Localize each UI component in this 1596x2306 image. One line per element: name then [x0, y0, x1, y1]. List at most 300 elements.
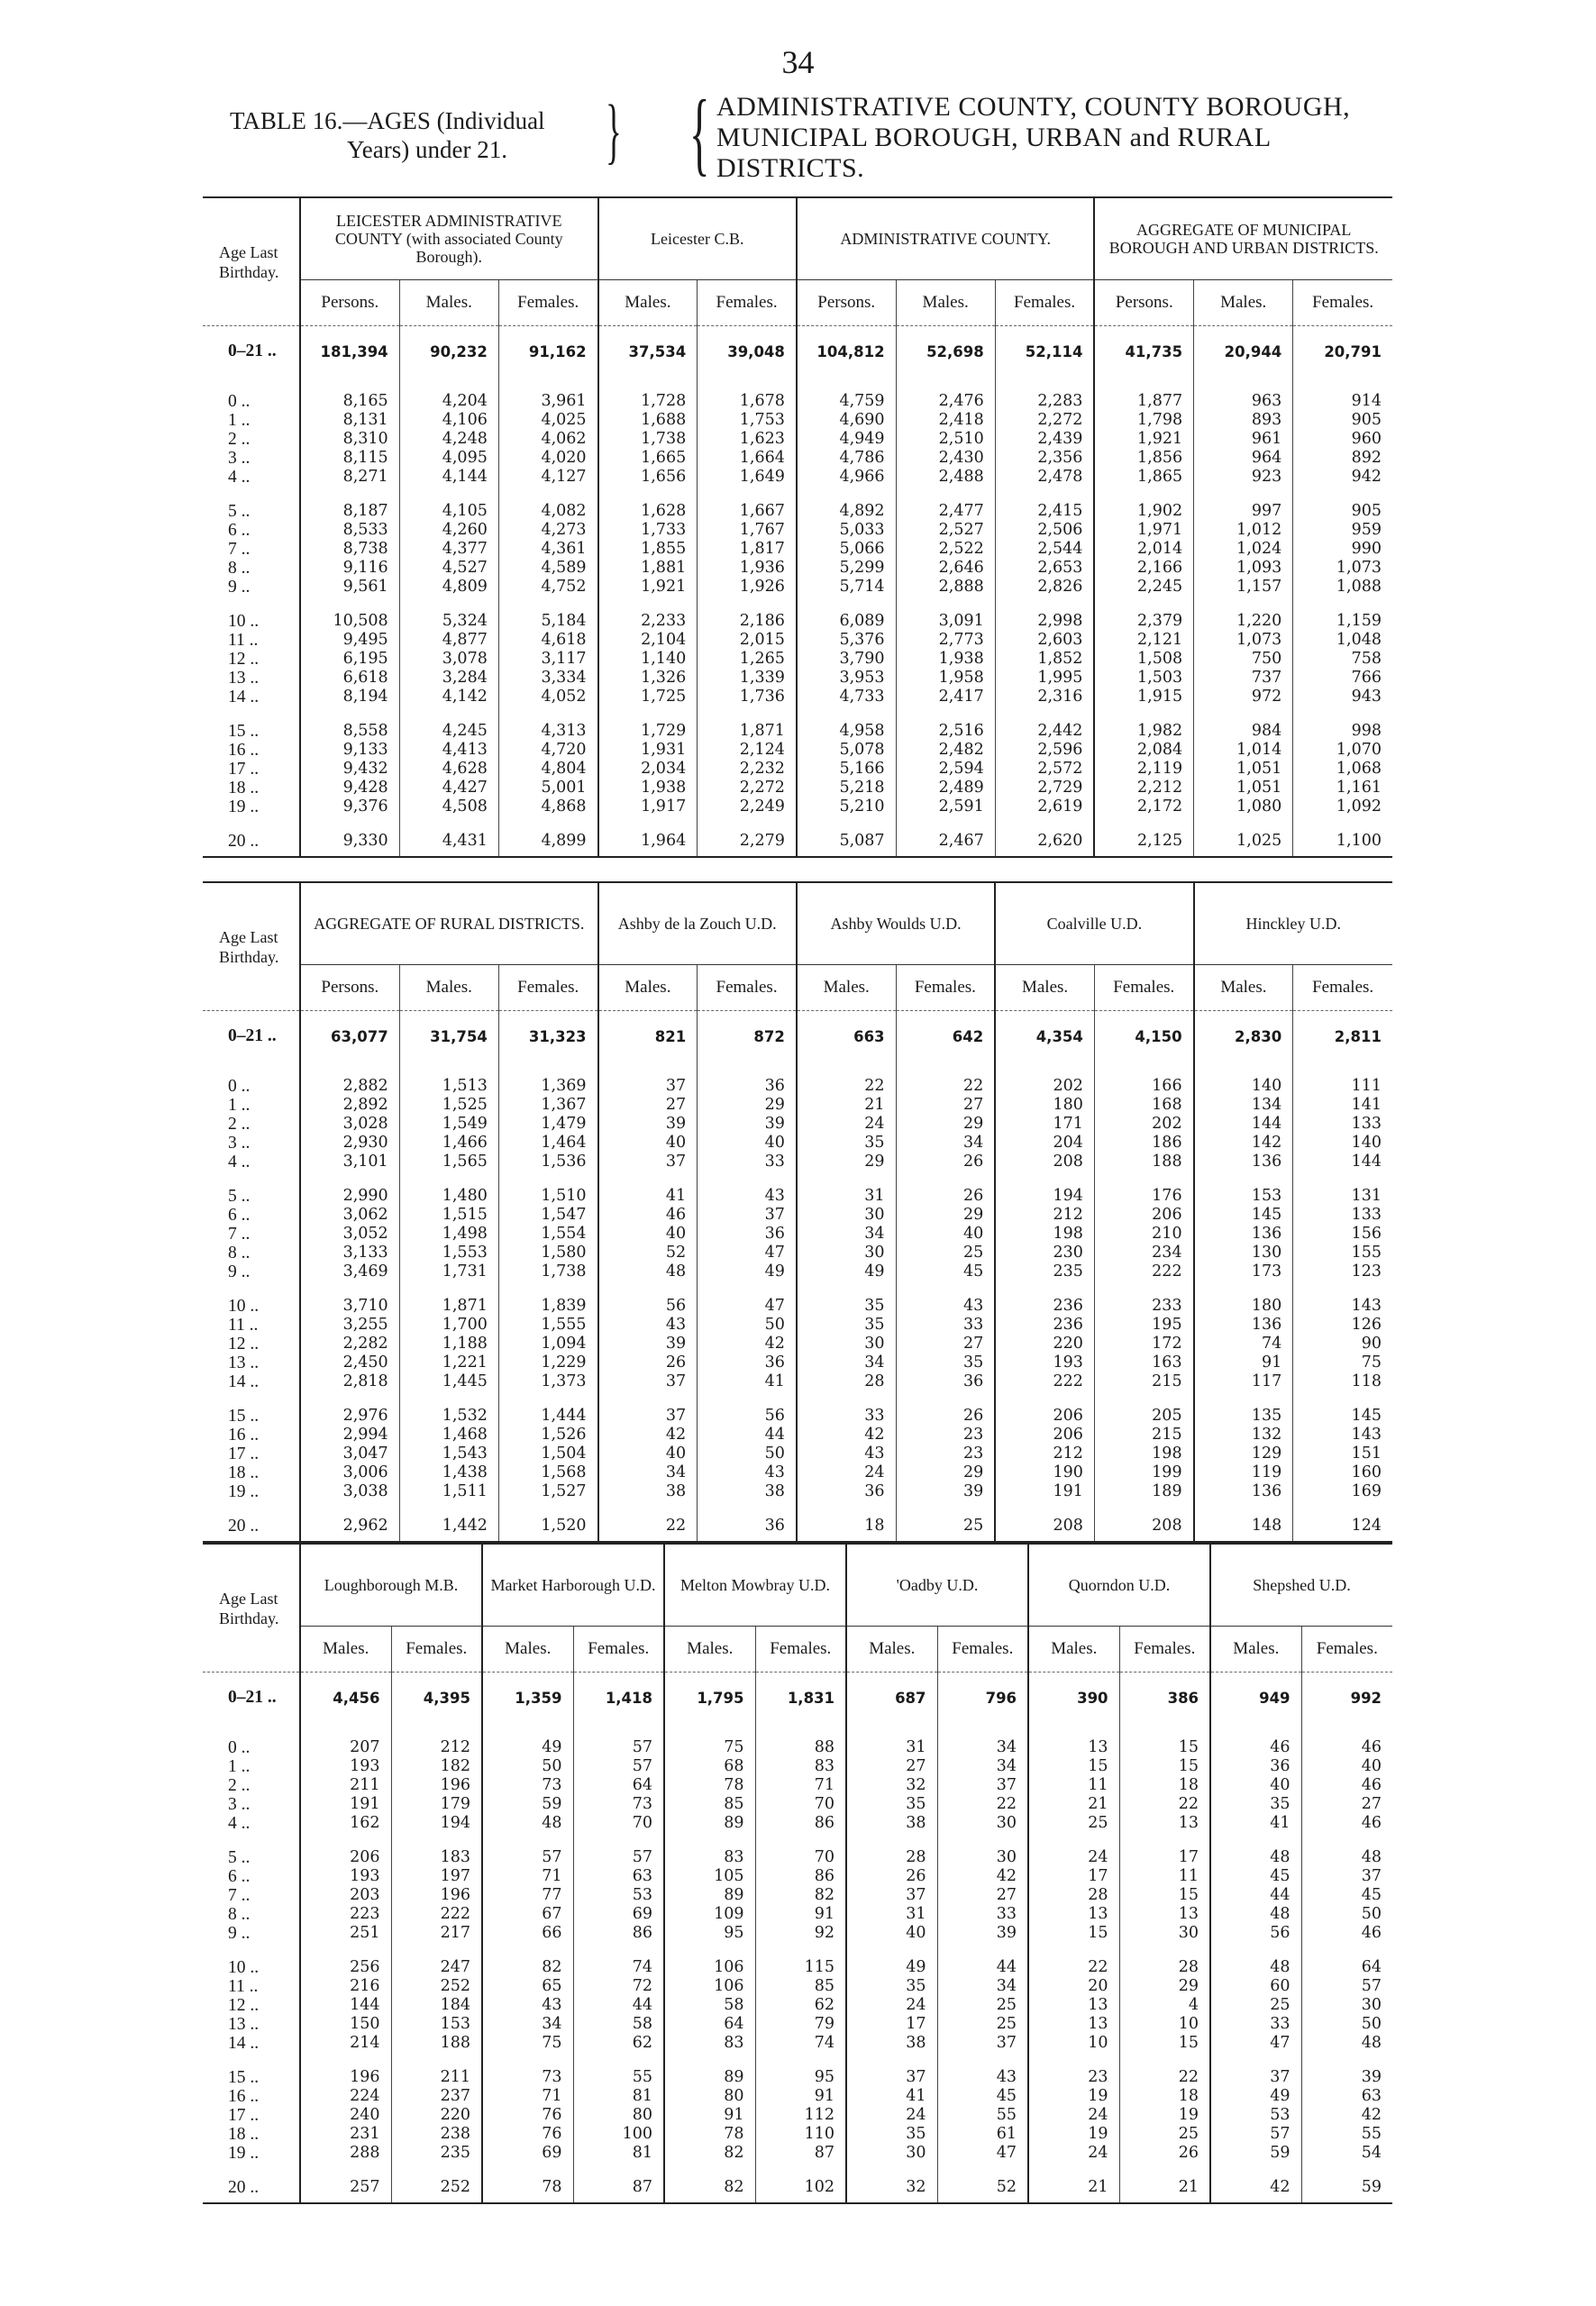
table-cell: 55	[937, 2106, 1028, 2125]
table-row	[203, 612, 1392, 631]
table-cell: 2,272	[995, 411, 1094, 430]
table-cell: 1,958	[896, 669, 995, 688]
age-label: 14 ..	[203, 1372, 300, 1391]
group-header-row	[203, 197, 1392, 280]
table-cell: 252	[391, 2178, 482, 2197]
table-row	[203, 1517, 1392, 1536]
table-cell: 1,753	[698, 411, 797, 430]
table-cell: 235	[391, 2144, 482, 2163]
table-cell: 4,868	[498, 798, 597, 816]
age-label: 11 ..	[203, 1977, 300, 1996]
table-cell: 73	[482, 2068, 573, 2087]
table-cell: 4,361	[498, 540, 597, 559]
table-cell: 180	[1194, 1297, 1293, 1316]
table-cell: 251	[300, 1924, 391, 1943]
table-row	[203, 798, 1392, 816]
table-cell: 1,995	[995, 669, 1094, 688]
table-cell: 3,078	[399, 650, 498, 669]
table-cell: 4,508	[399, 798, 498, 816]
table-cell: 4,020	[498, 449, 597, 468]
table-cell: 23	[896, 1445, 995, 1463]
table-cell: 52,114	[995, 326, 1094, 377]
table-cell: 39	[1301, 2068, 1392, 2087]
table-cell: 20,791	[1293, 326, 1392, 377]
table-cell: 46	[1301, 1814, 1392, 1833]
age-label: 11 ..	[203, 631, 300, 650]
table-row	[203, 1996, 1392, 2015]
table-cell: 10	[1028, 2034, 1119, 2053]
age-label: 9 ..	[203, 1924, 300, 1943]
total-row	[203, 326, 1392, 377]
table-cell: 1,731	[399, 1262, 498, 1281]
age-column-header: Age Last Birthday.	[203, 882, 300, 1011]
table-cell: 1,549	[399, 1115, 498, 1134]
table-cell: 206	[995, 1407, 1094, 1426]
table-cell: 905	[1293, 502, 1392, 521]
table-cell: 4,804	[498, 760, 597, 779]
table-cell: 1,656	[598, 468, 698, 487]
table-cell: 13	[1119, 1814, 1210, 1833]
age-label: 5 ..	[203, 1187, 300, 1206]
table-cell: 236	[995, 1316, 1094, 1335]
table-cell: 70	[755, 1795, 846, 1814]
table-cell: 66	[482, 1924, 573, 1943]
table-cell: 5,184	[498, 612, 597, 631]
table-cell: 57	[573, 1848, 664, 1867]
table-cell: 50	[698, 1445, 797, 1463]
table-cell: 38	[598, 1482, 698, 1501]
table-cell: 1,839	[498, 1297, 597, 1316]
table-cell: 35	[896, 1354, 995, 1372]
table-cell: 40	[1210, 1776, 1301, 1795]
table-row	[203, 2087, 1392, 2106]
table-cell: 872	[698, 1011, 797, 1062]
age-label: 20 ..	[203, 832, 300, 851]
table-cell: 2,998	[995, 612, 1094, 631]
table-cell: 24	[1028, 2106, 1119, 2125]
table-cell: 37,534	[598, 326, 698, 377]
table-cell: 53	[1210, 2106, 1301, 2125]
table-row	[203, 1848, 1392, 1867]
table-cell: 2,488	[896, 468, 995, 487]
table-cell: 63	[1301, 2087, 1392, 2106]
table-cell: 4,809	[399, 578, 498, 597]
table-cell: 5,376	[797, 631, 896, 650]
age-label: 0 ..	[203, 1077, 300, 1096]
table-cell: 17	[1119, 1848, 1210, 1867]
age-label: 20 ..	[203, 1517, 300, 1536]
table-bottom-rule	[203, 1536, 1392, 1542]
column-header: Males.	[1210, 1627, 1301, 1673]
table-cell: 949	[1210, 1673, 1301, 1723]
table-cell: 3,028	[300, 1115, 399, 1134]
table-cell: 1,188	[399, 1335, 498, 1354]
total-row	[203, 1011, 1392, 1062]
table-cell: 5,078	[797, 741, 896, 760]
age-label: 7 ..	[203, 540, 300, 559]
table-cell: 2,467	[896, 832, 995, 851]
table-cell: 29	[1119, 1977, 1210, 1996]
table-row	[203, 578, 1392, 597]
table-cell: 75	[1293, 1354, 1392, 1372]
table-cell: 215	[1094, 1372, 1193, 1391]
table-cell: 62	[573, 2034, 664, 2053]
table-cell: 18	[1119, 1776, 1210, 1795]
table-cell: 29	[896, 1206, 995, 1225]
row-spacer	[203, 1391, 1392, 1407]
table-cell: 2,591	[896, 798, 995, 816]
age-label: 14 ..	[203, 688, 300, 706]
table-row	[203, 2106, 1392, 2125]
table-cell: 3,790	[797, 650, 896, 669]
table-cell: 20,944	[1194, 326, 1293, 377]
table-cell: 45	[1210, 1867, 1301, 1886]
table-cell: 2,882	[300, 1077, 399, 1096]
table-cell: 46	[1210, 1738, 1301, 1757]
table-cell: 2,489	[896, 779, 995, 798]
table-cell: 195	[1094, 1316, 1193, 1335]
table-cell: 1,515	[399, 1206, 498, 1225]
table-cell: 153	[1194, 1187, 1293, 1206]
column-header: Females.	[896, 965, 995, 1011]
table-cell: 2,356	[995, 449, 1094, 468]
table-cell: 48	[1210, 1905, 1301, 1924]
table-cell: 82	[664, 2144, 755, 2163]
table-cell: 10,508	[300, 612, 399, 631]
age-label: 6 ..	[203, 521, 300, 540]
age-label: 10 ..	[203, 612, 300, 631]
table-row	[203, 1757, 1392, 1776]
table-row	[203, 1867, 1392, 1886]
table-cell: 40	[598, 1225, 698, 1244]
table-cell: 25	[1028, 1814, 1119, 1833]
table-cell: 758	[1293, 650, 1392, 669]
table-row	[203, 760, 1392, 779]
table-cell: 796	[937, 1673, 1028, 1723]
table-cell: 119	[1194, 1463, 1293, 1482]
table-cell: 1,877	[1094, 392, 1193, 411]
table-cell: 28	[797, 1372, 896, 1391]
table-cell: 202	[1094, 1115, 1193, 1134]
group-header: Ashby de la Zouch U.D.	[598, 882, 797, 965]
table-cell: 10	[1119, 2015, 1210, 2034]
column-header: Females.	[1293, 280, 1392, 326]
table-cell: 1,012	[1194, 521, 1293, 540]
table-cell: 4,395	[391, 1673, 482, 1723]
table-cell: 25	[1119, 2125, 1210, 2144]
table-cell: 3,052	[300, 1225, 399, 1244]
table-cell: 74	[573, 1958, 664, 1977]
table-cell: 33	[1210, 2015, 1301, 2034]
table-cell: 70	[755, 1848, 846, 1867]
table-cell: 30	[846, 2144, 937, 2163]
table-row	[203, 1795, 1392, 1814]
table-cell: 55	[573, 2068, 664, 2087]
left-brace-icon: {	[689, 81, 710, 185]
table-cell: 961	[1194, 430, 1293, 449]
total-row	[203, 1673, 1392, 1723]
table-cell: 196	[391, 1886, 482, 1905]
table-cell: 2,506	[995, 521, 1094, 540]
age-label: 15 ..	[203, 722, 300, 741]
table-cell: 992	[1301, 1673, 1392, 1723]
table-row	[203, 2034, 1392, 2053]
group-header: Shepshed U.D.	[1210, 1544, 1392, 1627]
table-cell: 905	[1293, 411, 1392, 430]
table-cell: 2,811	[1293, 1011, 1392, 1062]
table-cell: 33	[937, 1905, 1028, 1924]
table-cell: 8,131	[300, 411, 399, 430]
table-row	[203, 1886, 1392, 1905]
table-cell: 136	[1194, 1316, 1293, 1335]
table-row	[203, 1262, 1392, 1281]
table-cell: 15	[1028, 1924, 1119, 1943]
table-cell: 9,133	[300, 741, 399, 760]
table-cell: 180	[995, 1096, 1094, 1115]
table-cell: 998	[1293, 722, 1392, 741]
table-cell: 75	[482, 2034, 573, 2053]
column-header: Females.	[755, 1627, 846, 1673]
age-label: 1 ..	[203, 411, 300, 430]
age-label: 19 ..	[203, 1482, 300, 1501]
group-header: Market Harborough U.D.	[482, 1544, 664, 1627]
table-cell: 91	[755, 2087, 846, 2106]
table-cell: 2,104	[598, 631, 698, 650]
table-cell: 4,759	[797, 392, 896, 411]
table-cell: 231	[300, 2125, 391, 2144]
table-cell: 211	[391, 2068, 482, 2087]
table-cell: 39	[598, 1115, 698, 1134]
table-cell: 222	[995, 1372, 1094, 1391]
table-cell: 1,856	[1094, 449, 1193, 468]
table-cell: 3,469	[300, 1262, 399, 1281]
table-cell: 5,166	[797, 760, 896, 779]
table-cell: 140	[1293, 1134, 1392, 1153]
column-header: Males.	[896, 280, 995, 326]
group-header: AGGREGATE OF MUNICIPAL BOROUGH AND URBAN DISTRICTS.	[1094, 197, 1392, 280]
table-cell: 145	[1293, 1407, 1392, 1426]
table-cell: 87	[755, 2144, 846, 2163]
table-cell: 4,095	[399, 449, 498, 468]
table-cell: 750	[1194, 650, 1293, 669]
table-cell: 1,326	[598, 669, 698, 688]
table-cell: 69	[482, 2144, 573, 2163]
table-cell: 1,510	[498, 1187, 597, 1206]
column-header: Females.	[498, 965, 597, 1011]
age-label: 0 ..	[203, 1738, 300, 1757]
age-column-header: Age Last Birthday.	[203, 197, 300, 326]
table-cell: 1,265	[698, 650, 797, 669]
age-label: 16 ..	[203, 1426, 300, 1445]
table-cell: 1,373	[498, 1372, 597, 1391]
table-cell: 13	[1028, 1996, 1119, 2015]
table-cell: 78	[664, 1776, 755, 1795]
table-cell: 38	[698, 1482, 797, 1501]
table-cell: 1,092	[1293, 798, 1392, 816]
table-cell: 131	[1293, 1187, 1392, 1206]
table-cell: 30	[937, 1814, 1028, 1833]
table-cell: 2,888	[896, 578, 995, 597]
row-spacer	[203, 597, 1392, 612]
age-label: 4 ..	[203, 468, 300, 487]
column-header: Males.	[300, 1627, 391, 1673]
table-cell: 972	[1194, 688, 1293, 706]
table-cell: 1,738	[598, 430, 698, 449]
table-cell: 1,536	[498, 1153, 597, 1171]
table-cell: 27	[1301, 1795, 1392, 1814]
table-cell: 91	[755, 1905, 846, 1924]
table-cell: 892	[1293, 449, 1392, 468]
table-cell: 73	[573, 1795, 664, 1814]
table-cell: 8,165	[300, 392, 399, 411]
table-cell: 4,127	[498, 468, 597, 487]
table-cell: 2,476	[896, 392, 995, 411]
table-cell: 95	[755, 2068, 846, 2087]
table-cell: 17	[846, 2015, 937, 2034]
table-cell: 36	[698, 1517, 797, 1536]
table-cell: 9,330	[300, 832, 399, 851]
table-row	[203, 559, 1392, 578]
table-cell: 997	[1194, 502, 1293, 521]
table-cell: 37	[1210, 2068, 1301, 2087]
table-cell: 32	[846, 2178, 937, 2197]
table-cell: 3,117	[498, 650, 597, 669]
table-cell: 42	[1210, 2178, 1301, 2197]
age-label: 18 ..	[203, 779, 300, 798]
table-cell: 2,729	[995, 779, 1094, 798]
table-cell: 1,688	[598, 411, 698, 430]
table-cell: 990	[1293, 540, 1392, 559]
table-cell: 2,976	[300, 1407, 399, 1426]
table-cell: 89	[664, 2068, 755, 2087]
table-cell: 91	[1194, 1354, 1293, 1372]
table-row	[203, 1814, 1392, 1833]
table-cell: 30	[937, 1848, 1028, 1867]
table-cell: 11	[1028, 1776, 1119, 1795]
table-cell: 202	[995, 1077, 1094, 1096]
table-cell: 37	[937, 1776, 1028, 1795]
table-cell: 31,323	[498, 1011, 597, 1062]
table-cell: 36	[698, 1354, 797, 1372]
table-cell: 21	[1028, 1795, 1119, 1814]
table-cell: 57	[1210, 2125, 1301, 2144]
table-cell: 28	[1028, 1886, 1119, 1905]
table-cell: 1,442	[399, 1517, 498, 1536]
table-cell: 210	[1094, 1225, 1193, 1244]
table-section-1	[203, 196, 1392, 858]
table-cell: 135	[1194, 1407, 1293, 1426]
age-label: 19 ..	[203, 2144, 300, 2163]
row-spacer	[203, 816, 1392, 832]
table-cell: 6,618	[300, 669, 399, 688]
table-cell: 1,936	[698, 559, 797, 578]
table-row	[203, 650, 1392, 669]
table-cell: 1,667	[698, 502, 797, 521]
table-cell: 2,619	[995, 798, 1094, 816]
table-cell: 111	[1293, 1077, 1392, 1096]
table-cell: 35	[846, 2125, 937, 2144]
age-label: 5 ..	[203, 1848, 300, 1867]
table-cell: 2,962	[300, 1517, 399, 1536]
table-row	[203, 1407, 1392, 1426]
table-cell: 9,495	[300, 631, 399, 650]
table-cell: 8,738	[300, 540, 399, 559]
table-cell: 21	[1028, 2178, 1119, 2197]
table-cell: 30	[1301, 1996, 1392, 2015]
table-cell: 168	[1094, 1096, 1193, 1115]
table-cell: 27	[896, 1335, 995, 1354]
table-cell: 36	[698, 1077, 797, 1096]
table-row	[203, 521, 1392, 540]
table-cell: 61	[937, 2125, 1028, 2144]
table-cell: 82	[482, 1958, 573, 1977]
table-cell: 30	[797, 1244, 896, 1262]
table-cell: 2,282	[300, 1335, 399, 1354]
table-cell: 1,817	[698, 540, 797, 559]
table-cell: 11	[1119, 1867, 1210, 1886]
table-cell: 1,503	[1094, 669, 1193, 688]
table-cell: 2,620	[995, 832, 1094, 851]
table-cell: 3,334	[498, 669, 597, 688]
table-cell: 55	[1301, 2125, 1392, 2144]
table-cell: 15	[1119, 1757, 1210, 1776]
age-label: 2 ..	[203, 1776, 300, 1795]
table-cell: 1,157	[1194, 578, 1293, 597]
table-cell: 26	[846, 1867, 937, 1886]
table-cell: 240	[300, 2106, 391, 2125]
table-cell: 2,990	[300, 1187, 399, 1206]
table-cell: 49	[797, 1262, 896, 1281]
table-cell: 1,736	[698, 688, 797, 706]
column-header: Females.	[1094, 965, 1193, 1011]
table-cell: 4,720	[498, 741, 597, 760]
table-cell: 2,442	[995, 722, 1094, 741]
group-header: Hinckley U.D.	[1194, 882, 1392, 965]
table-cell: 196	[300, 2068, 391, 2087]
table-cell: 2,572	[995, 760, 1094, 779]
table-cell: 181,394	[300, 326, 399, 377]
table-cell: 2,233	[598, 612, 698, 631]
table-cell: 5,087	[797, 832, 896, 851]
table-cell: 2,014	[1094, 540, 1193, 559]
table-cell: 64	[664, 2015, 755, 2034]
table-cell: 76	[482, 2106, 573, 2125]
table-cell: 54	[1301, 2144, 1392, 2163]
table-cell: 47	[698, 1244, 797, 1262]
table-cell: 143	[1293, 1426, 1392, 1445]
table-cell: 39	[896, 1482, 995, 1501]
table-cell: 29	[797, 1153, 896, 1171]
table-cell: 86	[755, 1814, 846, 1833]
table-cell: 220	[391, 2106, 482, 2125]
table-cell: 105	[664, 1867, 755, 1886]
table-cell: 238	[391, 2125, 482, 2144]
table-cell: 3,062	[300, 1206, 399, 1225]
table-cell: 38	[846, 2034, 937, 2053]
table-cell: 85	[664, 1795, 755, 1814]
table-cell: 288	[300, 2144, 391, 2163]
table-cell: 642	[896, 1011, 995, 1062]
row-spacer	[203, 1943, 1392, 1958]
table-cell: 56	[598, 1297, 698, 1316]
table-cell: 112	[755, 2106, 846, 2125]
table-cell: 2,830	[1194, 1011, 1293, 1062]
table-cell: 74	[1194, 1335, 1293, 1354]
table-cell: 1,498	[399, 1225, 498, 1244]
table-cell: 43	[937, 2068, 1028, 2087]
table-cell: 206	[1094, 1206, 1193, 1225]
table-cell: 46	[598, 1206, 698, 1225]
